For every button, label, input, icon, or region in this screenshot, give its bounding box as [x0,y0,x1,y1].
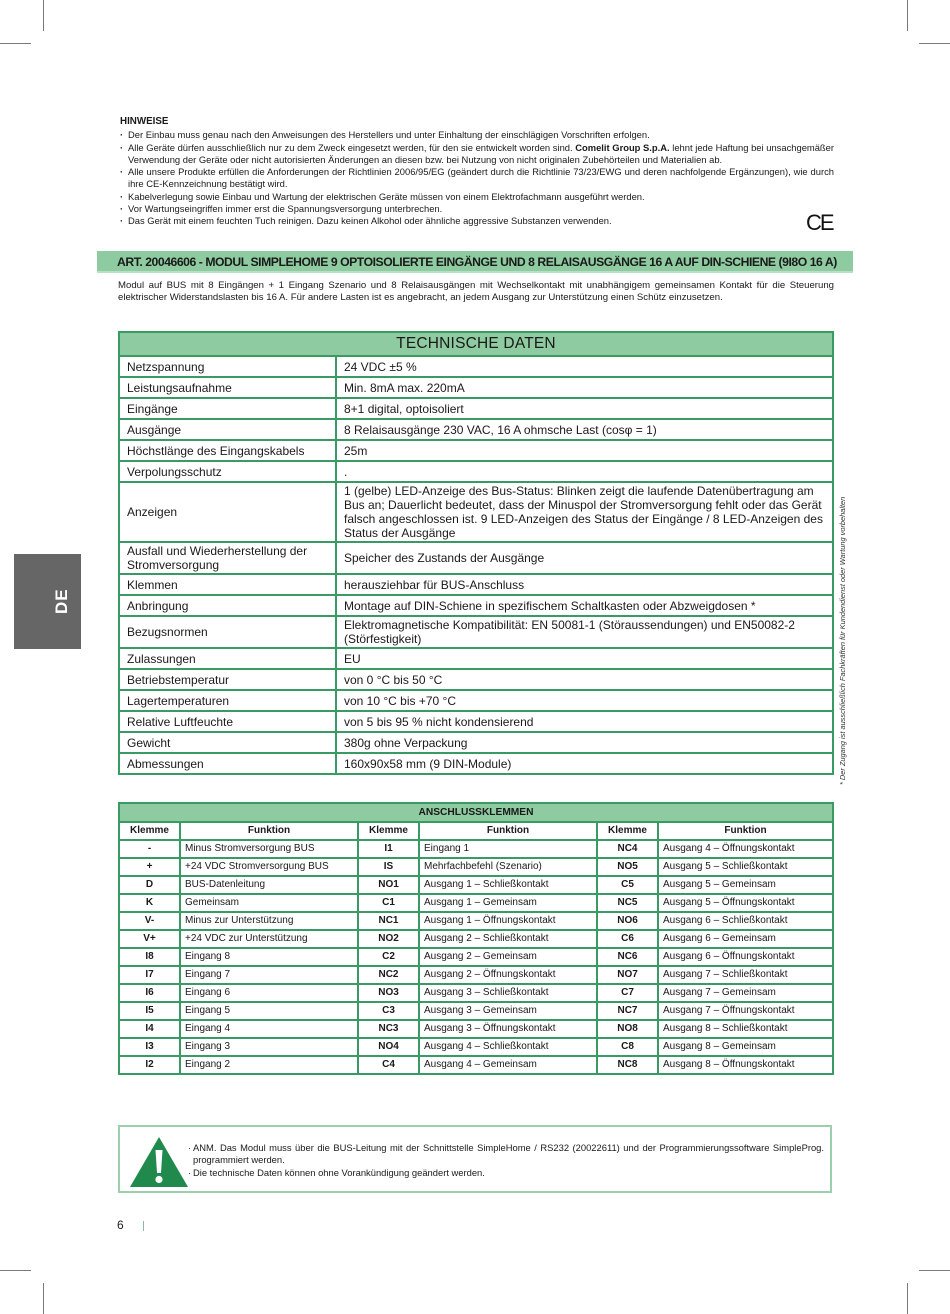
terminal-id: K [119,894,180,912]
crop-mark [907,0,908,31]
note-item [120,142,834,167]
terminal-function: Ausgang 7 – Gemeinsam [658,984,833,1002]
table-row [119,482,833,542]
terminal-function: Ausgang 1 – Schließkontakt [419,876,597,894]
table-row [119,930,833,948]
terminal-function: Ausgang 6 – Schließkontakt [658,912,833,930]
column-header: Funktion [658,822,833,840]
terminal-id: - [119,840,180,858]
table-row [119,1020,833,1038]
table-row [119,948,833,966]
notice-box [118,1125,832,1193]
terminal-id: I5 [119,1002,180,1020]
language-tab [14,554,81,649]
table-row [119,440,833,461]
table-row [119,377,833,398]
terminal-function: Minus Stromversorgung BUS [180,840,358,858]
terminal-id: NC6 [597,948,658,966]
terminal-id: C1 [358,894,419,912]
page-number: 6 [117,1218,124,1232]
company-name: Comelit Group S.p.A. [575,141,670,153]
terminal-function: Eingang 8 [180,948,358,966]
terminal-function: Ausgang 8 – Öffnungskontakt [658,1056,833,1074]
terminal-id: NC7 [597,1002,658,1020]
note-item: · Der Einbau muss genau nach den Anweisungen des Herstellers und unter Einhaltung der einschlägigen Vorschriften erfolgen. [120,129,834,141]
article-title: ART. 20046606 - MODUL SIMPLEHOME 9 OPTOISOLIERTE EINGÄNGE UND 8 RELAISAUSGÄNGE 16 A AUF DIN-SCHIENE (9I8O 16 A) [117,255,837,269]
crop-mark [0,43,31,44]
column-header: Klemme [119,822,180,840]
terminal-id: NO5 [597,858,658,876]
table-row [119,648,833,669]
article-title-bar [97,251,853,273]
terminal-function: Ausgang 5 – Schließkontakt [658,858,833,876]
spec-value: 160x90x58 mm (9 DIN-Module) [336,753,833,774]
terminal-function: Ausgang 4 – Öffnungskontakt [658,840,833,858]
spec-label: Betriebstemperatur [119,669,336,690]
terminal-function: Ausgang 2 – Öffnungskontakt [419,966,597,984]
spec-value: herausziehbar für BUS-Anschluss [336,574,833,595]
terminal-function: Ausgang 3 – Gemeinsam [419,1002,597,1020]
table-row [119,912,833,930]
terminal-id: I7 [119,966,180,984]
terminal-id: NO7 [597,966,658,984]
table-row [119,398,833,419]
table-row [119,753,833,774]
table-row [119,1056,833,1074]
table-row [119,840,833,858]
note-text: Alle Geräte dürfen ausschließlich nur zu dem Zweck eingesetzt werden, für den sie entwickelt worden sind. [128,141,576,153]
terminal-function: Eingang 4 [180,1020,358,1038]
table-row [119,894,833,912]
terminal-id: NO6 [597,912,658,930]
spec-label: Höchstlänge des Eingangskabels [119,440,336,461]
warning-triangle-icon [129,1136,189,1188]
terminal-function: Ausgang 8 – Schließkontakt [658,1020,833,1038]
terminal-id: NC3 [358,1020,419,1038]
spec-label: Lagertemperaturen [119,690,336,711]
spec-value: Speicher des Zustands der Ausgänge [336,542,833,574]
table-row [119,616,833,648]
terminal-id: I4 [119,1020,180,1038]
terminal-function: Mehrfachbefehl (Szenario) [419,858,597,876]
terminal-function: Eingang 5 [180,1002,358,1020]
terminal-id: D [119,876,180,894]
table-row [119,711,833,732]
spec-label: Relative Luftfeuchte [119,711,336,732]
terminal-function: Ausgang 1 – Öffnungskontakt [419,912,597,930]
language-label: DE [52,588,71,614]
note-text: lehnt jede Haftung bei unsachgemäßer Verwendung der Geräte oder nicht autorisierten Änderungen an diesen bzw. bei Nutzung von nicht originalen Zubehörteilen und Materialien ab. [128,141,834,165]
notice-item: · Die technische Daten können ohne Vorankündigung geändert werden. [188,1167,824,1179]
table-row [119,732,833,753]
table-row [119,542,833,574]
terminal-id: NC8 [597,1056,658,1074]
side-note: * Der Zugang ist ausschließlich Fachkräften für Kundendienst oder Wartung vorbehalten [838,496,847,785]
terminal-id: I8 [119,948,180,966]
table-row [119,1038,833,1056]
terminal-function: Eingang 7 [180,966,358,984]
terminal-function: Ausgang 4 – Gemeinsam [419,1056,597,1074]
notes-section [120,116,834,228]
terminal-id: NO8 [597,1020,658,1038]
table-row [119,574,833,595]
terminal-id: NC2 [358,966,419,984]
crop-mark [919,1270,950,1271]
page-separator [143,1221,144,1231]
ce-mark-icon: CE [806,210,833,235]
spec-label: Ausfall und Wiederherstellung der Stromversorgung [119,542,336,574]
terminal-id: I1 [358,840,419,858]
terminal-id: NO2 [358,930,419,948]
terminal-function: Minus zur Unterstützung [180,912,358,930]
column-header: Klemme [597,822,658,840]
article-description: Modul auf BUS mit 8 Eingängen + 1 Eingang Szenario und 8 Relaisausgängen mit Wechselkontakt mit unabhängigem gemeinsamen Kontakt für die Steuerung elektrischer Widerstandslasten bis 16 A. Für andere Lasten ist es angebracht, an jedem Ausgang zur Unterstützung einen Schütz einzusetzen. [118,280,834,304]
crop-mark [43,1283,44,1314]
terminal-id: IS [358,858,419,876]
notice-item: · ANM. Das Modul muss über die BUS-Leitung mit der Schnittstelle SimpleHome / RS232 (20022611) und der Programmierungssoftware SimpleProg. programmiert werden. [188,1142,824,1167]
terminal-id: C4 [358,1056,419,1074]
terminal-function: Ausgang 2 – Gemeinsam [419,948,597,966]
terminal-id: C7 [597,984,658,1002]
terminal-id: C2 [358,948,419,966]
table-row [119,858,833,876]
table-row [119,1002,833,1020]
spec-value: von 5 bis 95 % nicht kondensierend [336,711,833,732]
terminal-function: Ausgang 6 – Gemeinsam [658,930,833,948]
spec-value: von 0 °C bis 50 °C [336,669,833,690]
note-item: · Kabelverlegung sowie Einbau und Wartung der elektrischen Geräte müssen von einem Elektrofachmann ausgeführt werden. [120,191,834,203]
terminal-function: Ausgang 4 – Schließkontakt [419,1038,597,1056]
terminal-function: Ausgang 2 – Schließkontakt [419,930,597,948]
spec-value: 380g ohne Verpackung [336,732,833,753]
spec-label: Bezugsnormen [119,616,336,648]
crop-mark [0,1270,31,1271]
spec-value: 25m [336,440,833,461]
spec-label: Leistungsaufnahme [119,377,336,398]
spec-value: Elektromagnetische Kompatibilität: EN 50081-1 (Störaussendungen) und EN50082-2 (Störfestigkeit) [336,616,833,648]
column-header: Funktion [180,822,358,840]
terminal-id: NO4 [358,1038,419,1056]
spec-value: Min. 8mA max. 220mA [336,377,833,398]
spec-label: Zulassungen [119,648,336,669]
spec-label: Klemmen [119,574,336,595]
terminal-id: NC1 [358,912,419,930]
connection-terminals-table [118,802,834,1075]
spec-value: 8+1 digital, optoisoliert [336,398,833,419]
spec-label: Gewicht [119,732,336,753]
terminal-function: Ausgang 6 – Öffnungskontakt [658,948,833,966]
terminal-id: + [119,858,180,876]
terminal-id: I3 [119,1038,180,1056]
terminal-function: Ausgang 3 – Öffnungskontakt [419,1020,597,1038]
terminal-function: Eingang 2 [180,1056,358,1074]
crop-mark [919,43,950,44]
terminal-function: Ausgang 8 – Gemeinsam [658,1038,833,1056]
terminal-function: Eingang 6 [180,984,358,1002]
terminal-id: I2 [119,1056,180,1074]
table-row [119,690,833,711]
terminal-function: Ausgang 5 – Gemeinsam [658,876,833,894]
table-title: TECHNISCHE DATEN [119,332,833,356]
notes-title: HINWEISE [120,116,169,127]
table-row [119,966,833,984]
terminal-function: +24 VDC zur Unterstützung [180,930,358,948]
terminal-id: NO3 [358,984,419,1002]
table-row [119,876,833,894]
spec-value: von 10 °C bis +70 °C [336,690,833,711]
spec-label: Eingänge [119,398,336,419]
crop-mark [43,0,44,31]
spec-label: Abmessungen [119,753,336,774]
terminal-function: Ausgang 3 – Schließkontakt [419,984,597,1002]
terminal-function: Ausgang 1 – Gemeinsam [419,894,597,912]
table-row [119,984,833,1002]
table-title: ANSCHLUSSKLEMMEN [119,803,833,822]
terminal-function: Ausgang 7 – Öffnungskontakt [658,1002,833,1020]
spec-value: 24 VDC ±5 % [336,356,833,377]
column-header: Klemme [358,822,419,840]
terminal-id: C8 [597,1038,658,1056]
spec-value: Montage auf DIN-Schiene in spezifischem Schaltkasten oder Abzweigdosen * [336,595,833,616]
terminal-id: V+ [119,930,180,948]
note-item: · Das Gerät mit einem feuchten Tuch reinigen. Dazu keinen Alkohol oder ähnliche aggressive Substanzen verwenden. [120,215,834,227]
technical-data-table [118,331,834,775]
spec-label: Verpolungsschutz [119,461,336,482]
note-item: · Vor Wartungseingriffen immer erst die Spannungsversorgung unterbrechen. [120,203,834,215]
spec-label: Ausgänge [119,419,336,440]
terminal-id: C5 [597,876,658,894]
terminal-function: Ausgang 7 – Schließkontakt [658,966,833,984]
spec-label: Netzspannung [119,356,336,377]
terminal-function: BUS-Datenleitung [180,876,358,894]
terminal-function: Eingang 1 [419,840,597,858]
table-row [119,669,833,690]
table-row [119,419,833,440]
terminal-function: Ausgang 5 – Öffnungskontakt [658,894,833,912]
terminal-id: NC4 [597,840,658,858]
spec-value: 8 Relaisausgänge 230 VAC, 16 A ohmsche Last (cosφ = 1) [336,419,833,440]
column-header: Funktion [419,822,597,840]
spec-label: Anbringung [119,595,336,616]
terminal-function: Eingang 3 [180,1038,358,1056]
spec-value: 1 (gelbe) LED-Anzeige des Bus-Status: Blinken zeigt die laufende Datenübertragung am Bus an; Dauerlicht bedeutet, dass der Minuspol der Stromversorgung fehlt oder das Gerät falsch angeschlossen ist. 9 LED-Anzeigen des Status der Eingänge / 8 LED-Anzeigen des Status der Ausgänge [336,482,833,542]
terminal-id: I6 [119,984,180,1002]
spec-value: . [336,461,833,482]
table-row [119,461,833,482]
spec-label: Anzeigen [119,482,336,542]
crop-mark [907,1283,908,1314]
terminal-id: NO1 [358,876,419,894]
note-item: · Alle unsere Produkte erfüllen die Anforderungen der Richtlinien 2006/95/EG (geändert durch die Richtlinie 73/23/EWG und deren nachfolgende Ergänzungen), wie durch ihre CE-Kennzeichnung bestätigt wird. [120,166,834,191]
terminal-id: C3 [358,1002,419,1020]
terminal-id: NC5 [597,894,658,912]
terminal-function: +24 VDC Stromversorgung BUS [180,858,358,876]
spec-value: EU [336,648,833,669]
table-row [119,356,833,377]
terminal-function: Gemeinsam [180,894,358,912]
terminal-id: V- [119,912,180,930]
terminal-id: C6 [597,930,658,948]
table-row [119,595,833,616]
